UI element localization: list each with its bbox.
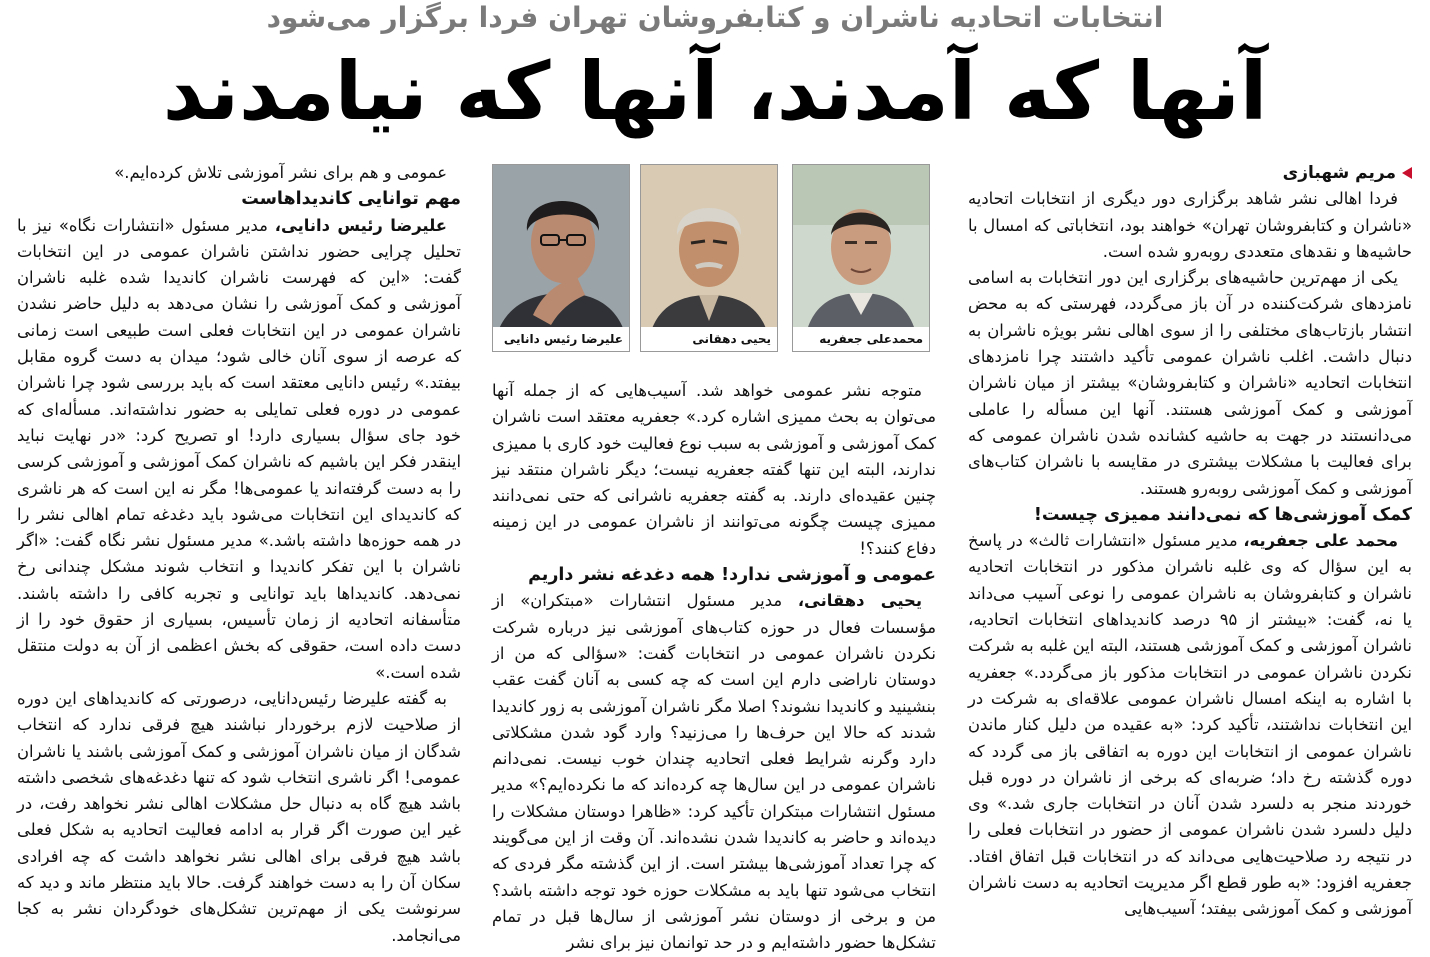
- speaker-name: محمد علی جعفریه،: [1243, 531, 1398, 551]
- paragraph: متوجه نشر عمومی خواهد شد. آسیب‌هایی که از جمله آنها می‌توان به بحث ممیزی اشاره کرد.» جعفریه معتقد است ناشران کمک آموزشی و آموزشی به سبب نوع فعالیت خود کاری با ممیزی ندارند، البته این تنها گفته جعفریه نیست؛ دیگر ناشران منتقد نیز چنین عقیده‌ای دارند. به گفته جعفریه ناشرانی که حتی نمی‌دانند ممیزی چیست چگونه می‌توانند از ناشران عمومی در این زمینه دفاع کنند؟!: [492, 381, 936, 558]
- column-left: [17, 160, 461, 945]
- speaker-name: یحیی دهقانی،: [797, 591, 922, 611]
- paragraph: به گفته علیرضا رئیس‌دانایی، درصورتی که کاندیداهای این دوره از صلاحیت لازم برخوردار نباشند هیچ فرقی ندارد که انتخاب شدگان از میان ناشران آموزشی و کمک آموزشی باشند یا ناشران عمومی! اگر ناشری انتخاب شود که تنها دغدغه‌های شخصی داشته باشد هیچ گاه به دنبال حل مشکلات اهالی نشر نخواهد رفت، در غیر این صورت اگر قرار به ادامه فعالیت اتحادیه به شکل فعلی باشد هیچ فرقی برای اهالی نشر نخواهد داشت که چه افرادی سکان آن را به دست خواهند گرفت. حالا باید منتظر ماند و دید که سرنوشت یکی از مهم‌ترین تشکل‌های خودگردان نشر به کجا می‌انجامد.: [17, 688, 461, 945]
- paragraph: [492, 588, 936, 956]
- portrait-image: [793, 165, 929, 351]
- portrait-photos: [492, 164, 936, 354]
- article-kicker: انتخابات اتحادیه ناشران و کتابفروشان تهران فردا برگزار می‌شود: [266, 1, 1164, 34]
- byline-author: مریم شهبازی: [1282, 163, 1396, 183]
- portrait-photo: [640, 164, 778, 352]
- photo-caption: یحیی دهقانی: [641, 327, 777, 351]
- subheading: کمک آموزشی‌ها که نمی‌دانند ممیزی چیست!: [1033, 504, 1412, 525]
- paragraph: [968, 528, 1412, 922]
- column-right: [968, 160, 1412, 920]
- paragraph: عمومی و هم برای نشر آموزشی تلاش کرده‌ایم.»: [114, 163, 447, 182]
- photo-caption: علیرضا رئیس دانایی: [493, 327, 629, 351]
- subheading: عمومی و آموزشی ندارد! همه دغدغه نشر داریم: [528, 565, 936, 586]
- paragraph-text: مدیر مسئول انتشارات «مبتکران» از مؤسسات فعال در حوزه کتاب‌های آموزشی نیز درباره شرکت نکردن ناشران عمومی در انتخابات گفت: «سؤالی که من از دوستان ناراضی دارم این است که چه کسی به آنان گفت عقب بنشینید و کاندیدا نشوند؟ اصلا مگر ناشران آموزشی به زور کاندیدا شدند که حالا این حرف‌ها را می‌زنید؟ وارد گود شدن مشکلاتی دارد وگرنه شرایط فعلی اتحادیه چندان خوب نیست. نمی‌دانم ناشران عمومی در این سال‌ها چه کرده‌اند که ما نکرده‌ایم؟» مدیر مسئول انتشارات مبتکران تأکید کرد: «ظاهرا دوستان مشکلات را دیده‌اند و حاضر به کاندیدا شدن نشده‌اند. آن وقت از این می‌گویند که چرا تعداد آموزشی‌ها بیشتر است. از این گذشته مگر فردی که انتخاب می‌شود تنها باید به مشکلات حوزه خود توجه داشته باشد؟ من و برخی از دوستان نشر آموزشی از سال‌ها قبل در تمام تشکل‌ها حضور داشته‌ایم و در حد توانمان نیز برای نشر: [492, 591, 936, 953]
- portrait-image: [493, 165, 629, 351]
- paragraph: فردا اهالی نشر شاهد برگزاری دور دیگری از انتخابات اتحادیه «ناشران و کتابفروشان تهران» خواهند بود، انتخاباتی که امسال با حاشیه‌ها و نقدهای متعددی روبه‌رو شده است.: [968, 189, 1412, 261]
- column-middle: [492, 378, 936, 953]
- portrait-image: [641, 165, 777, 351]
- paragraph-text: مدیر مسئول «انتشارات ثالث» در پاسخ به این سؤال که وی غلبه ناشران مذکور در انتخابات اتحادیه ناشران و کتابفروشان به ناشران عمومی را نوعی آسیب می‌داند یا نه، گفت: «بیشتر از ۹۵ درصد کاندیداهای انتخابات اتحادیه، ناشران آموزشی و کمک آموزشی هستند، البته این غلبه به شرکت نکردن ناشران عمومی در انتخابات مذکور باز می‌گردد.» جعفریه با اشاره به اینکه امسال ناشران عمومی علاقه‌ای به شرکت در این انتخابات نداشتند، تأکید کرد: «به عقیده من دلیل کنار ماندن ناشران عمومی از انتخابات این دوره به اتفاقی باز می گردد که دوره گذشته رخ داد؛ ضربه‌ای که برخی از ناشران در دوره قبل خوردند منجر به دلسرد شدن آنان در انتخابات جاری شد.» وی دلیل دلسرد شدن ناشران عمومی از حضور در انتخابات فعلی را در نتیجه رد صلاحیت‌هایی می‌داند که در انتخابات قبل اتفاق افتاد. جعفریه افزود: «به طور قطع اگر مدیریت اتحادیه به دست ناشران آموزشی و کمک آموزشی بیفتد؛ آسیب‌هایی: [968, 531, 1412, 919]
- paragraph-text: مدیر مسئول «انتشارات نگاه» نیز با تحلیل چرایی حضور نداشتن ناشران عمومی در این انتخابات گفت: «این که فهرست ناشران کاندیدا شده غلبه ناشران آموزشی و کمک آموزشی را نشان می‌دهد به دلیل حاضر نشدن ناشران عمومی در این انتخابات فعلی است طبیعی است زمانی که عرصه از سوی آنان خالی شود؛ میدان به دست گروه مقابل بیفتد.» رئیس دانایی معتقد است که باید بررسی شود چرا ناشران عمومی در دوره فعلی تمایلی به حضور نداشته‌اند. مسأله‌ای که خود جای سؤال بسیاری دارد! او تصریح کرد: «در نهایت نباید اینقدر فکر این باشیم که ناشران کمک آموزشی و آموزشی کرسی را به دست گرفته‌اند یا عمومی‌ها! مگر نه این است که هر ناشری که کاندیدای این انتخابات می‌شود باید دغدغه تمام اهالی نشر را در همه حوزه‌ها داشته باشد.» مدیر مسئول نشر نگاه گفت: «اگر ناشران با این تفکر کاندیدا و انتخاب شوند مشکل چندانی رخ نمی‌دهد. کاندیداها باید توانایی و تجربه کافی را داشته باشند. متأسفانه اتحادیه از زمان تأسیس، بسیاری از حقوق خود را از دست داده است، حقوقی که بخش اعظمی از آن به دولت منتقل شده است.»: [17, 215, 461, 682]
- portrait-photo: [792, 164, 930, 352]
- subheading: مهم توانایی کاندیداهاست: [241, 189, 461, 210]
- byline: [968, 160, 1412, 186]
- speaker-name: علیرضا رئیس دانایی،: [274, 215, 447, 235]
- photo-caption: محمدعلی جعفریه: [793, 327, 929, 351]
- article-headline: آنها که آمدند، آنها که نیامدند: [162, 45, 1268, 138]
- paragraph: [17, 213, 461, 686]
- red-triangle-icon: [1402, 167, 1412, 179]
- paragraph: یکی از مهم‌ترین حاشیه‌های برگزاری این دور انتخابات به اسامی نامزدهای شرکت‌کننده در آن باز می‌گردد، فهرستی که به محض انتشار بازتاب‌های مختلفی را از سوی اهالی نشر بویژه ناشران به دنبال داشت. اغلب ناشران عمومی تأکید داشتند چرا نامزدهای انتخابات اتحادیه «ناشران و کتابفروشان» بیشتر از میان ناشران آموزشی و کمک آموزشی هستند. آنها این مسأله را عاملی می‌دانستند در جهت به حاشیه کشانده شدن ناشران عمومی که برای فعالیت با مشکلات بیشتری در مقایسه با ناشران کتاب‌های آموزشی و کمک آموزشی روبه‌رو هستند.: [968, 268, 1412, 498]
- portrait-photo: [492, 164, 630, 352]
